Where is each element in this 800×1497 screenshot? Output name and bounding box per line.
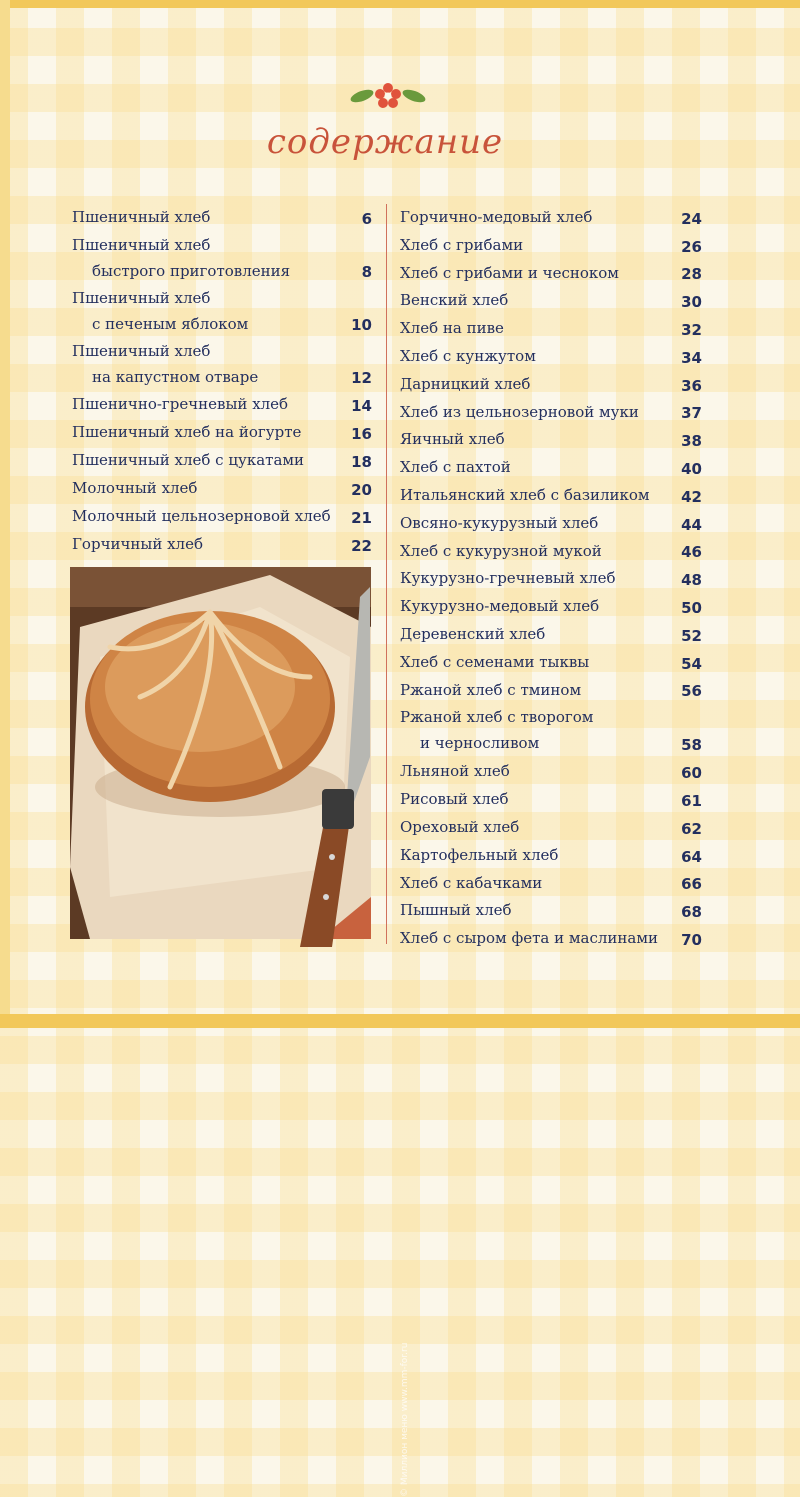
toc-page-number: 18 [351,453,372,471]
toc-page-number: 66 [681,875,702,894]
toc-entry-title: Венский хлеб [400,291,509,310]
toc-page-number: 46 [681,543,702,562]
toc-entry-title: Пшеничный хлеб [72,342,211,360]
toc-entry-title: Пшеничный хлеб с цукатами [72,451,305,469]
bread-photo [70,567,410,1497]
toc-entry [72,531,372,559]
top-border [0,0,800,8]
toc-page-number: 68 [681,903,702,922]
toc-entry-title: Пшеничный хлеб на йогурте [72,423,302,441]
toc-page-number: 32 [681,320,702,339]
toc-entry [400,482,702,510]
toc-page-number: 8 [361,263,372,281]
toc-entry [400,704,702,758]
toc-page-number: 58 [681,736,702,755]
toc-entry [72,419,372,447]
toc-entry [400,371,702,399]
toc-entry-title-continued: и черносливом [420,734,540,753]
toc-page-number: 20 [351,481,372,499]
toc-page-number: 36 [681,376,702,395]
toc-entry [400,649,702,677]
toc-entry [400,287,702,315]
toc-entry [400,399,702,427]
toc-entry [400,593,702,621]
toc-page-number: 21 [351,509,372,527]
toc-entry-title: Пышный хлеб [400,901,512,920]
toc-entry [72,285,372,338]
toc-entry-title: Яичный хлеб [400,430,505,449]
toc-entry-title: Пшеничный хлеб [72,208,211,226]
toc-entry [400,232,702,260]
toc-entry [400,925,702,953]
toc-entry [400,204,702,232]
toc-entry-title: Дарницкий хлеб [400,374,531,393]
toc-page-number: 56 [681,682,702,701]
toc-entry-title: Пшеничный хлеб [72,289,211,307]
toc-entry-title: Хлеб с пахтой [400,458,511,477]
flower-ornament-icon [348,80,428,112]
column-divider [386,204,387,944]
toc-entry-title: Хлеб с кунжутом [400,346,536,365]
toc-entry-title: Хлеб с грибами [400,235,524,254]
toc-page-number: 37 [681,404,702,423]
toc-entry [72,391,372,419]
toc-page-number: 28 [681,265,702,284]
toc-page-number: 70 [681,930,702,949]
toc-entry-title: Хлеб на пиве [400,319,504,338]
toc-entry [400,814,702,842]
toc-page-number: 54 [681,654,702,673]
toc-entry-title: Ржаной хлеб с тмином [400,680,582,699]
toc-page-number: 61 [681,791,702,810]
page-title: содержание [266,122,504,162]
toc-page-number: 12 [351,369,372,387]
toc-entry-title: Кукурузно-гречневый хлеб [400,569,616,588]
toc-page-number: 44 [681,515,702,534]
toc-entry [400,842,702,870]
toc-entry-title: Овсяно-кукурузный хлеб [400,513,599,532]
toc-entry-title: Деревенский хлеб [400,624,546,643]
toc-right-column [400,204,702,953]
toc-page-number: 34 [681,348,702,367]
toc-entry-title: Кукурузно-медовый хлеб [400,597,600,616]
toc-entry-title-continued: на капустном отваре [92,368,259,386]
toc-entry [400,565,702,593]
toc-entry [400,677,702,705]
toc-page-number: 24 [681,209,702,228]
toc-entry [72,447,372,475]
toc-entry-title: Ореховый хлеб [400,817,520,836]
toc-page-number: 14 [351,397,372,415]
toc-entry [400,621,702,649]
toc-entry [400,786,702,814]
toc-entry [400,343,702,371]
toc-page-number: 22 [351,537,372,555]
toc-entry-title: Горчично-медовый хлеб [400,208,593,226]
toc-entry-title: Хлеб с грибами и чесноком [400,263,619,282]
photo-watermark: © Миллион меню www.mm-for.ru [400,1342,410,1497]
toc-entry-title: Картофельный хлеб [400,845,559,864]
toc-entry [400,510,702,538]
toc-entry-title: Молочный хлеб [72,479,198,497]
toc-entry-title: Пшеничный хлеб [72,236,211,254]
toc-entry-title-continued: с печеным яблоком [92,315,249,333]
toc-entry-title: Хлеб с сыром фета и маслинами [400,929,658,948]
toc-entry [72,338,372,391]
toc-entry [400,260,702,288]
toc-entry-title: Ржаной хлеб с творогом [400,708,594,727]
toc-page-number: 30 [681,293,702,312]
bottom-border [0,1014,800,1028]
toc-entry [72,204,372,232]
toc-page-number: 38 [681,432,702,451]
toc-page-number: 60 [681,764,702,783]
toc-entry-title: Хлеб из цельнозерновой муки [400,402,639,421]
toc-page-number: 50 [681,598,702,617]
toc-entry-title: Хлеб с семенами тыквы [400,652,590,671]
toc-entry-title-continued: быстрого приготовления [92,262,291,280]
toc-entry [72,232,372,285]
toc-entry [400,897,702,925]
toc-page-number: 10 [351,316,372,334]
toc-entry [400,870,702,898]
toc-page-number: 16 [351,425,372,443]
toc-entry [400,758,702,786]
toc-entry [400,538,702,566]
toc-entry [72,475,372,503]
toc-entry-title: Молочный цельнозерновой хлеб [72,507,331,525]
toc-entry-title: Горчичный хлеб [72,535,203,553]
toc-page-number: 52 [681,626,702,645]
toc-entry [400,454,702,482]
toc-page-number: 26 [681,237,702,256]
toc-entry [72,503,372,531]
toc-page-number: 62 [681,819,702,838]
toc-entry-title: Льняной хлеб [400,762,510,781]
toc-entry-title: Рисовый хлеб [400,790,509,809]
toc-page-number: 64 [681,847,702,866]
toc-left-column [72,204,372,559]
toc-page-number: 42 [681,487,702,506]
toc-entry-title: Пшенично-гречневый хлеб [72,395,289,413]
toc-entry [400,426,702,454]
toc-page-number: 48 [681,571,702,590]
toc-entry [400,315,702,343]
toc-entry-title: Хлеб с кукурузной мукой [400,541,602,560]
toc-page-number: 6 [361,210,372,228]
toc-entry-title: Хлеб с кабачками [400,873,543,892]
toc-page-number: 40 [681,459,702,478]
toc-entry-title: Итальянский хлеб с базиликом [400,485,650,504]
